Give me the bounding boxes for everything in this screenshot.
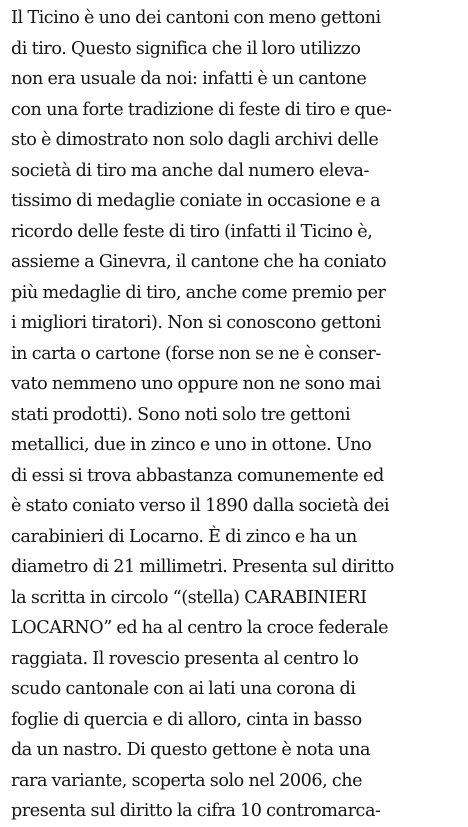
text-line: rara variante, scoperta solo nel 2006, che bbox=[11, 770, 363, 791]
text-line: vato nemmeno uno oppure non ne sono mai bbox=[11, 374, 381, 394]
text-line: non era usuale da noi: infatti è un cantone bbox=[11, 69, 367, 89]
text-line: raggiata. Il rovescio presenta al centro lo bbox=[11, 648, 359, 669]
text-line: di tiro. Questo significa che il loro utilizzo bbox=[11, 38, 361, 59]
text-line: Il Ticino è uno dei cantoni con meno gettoni bbox=[11, 8, 381, 28]
text-line: più medaglie di tiro, anche come premio per bbox=[11, 282, 386, 303]
text-line: in carta o cartone (forse non se ne è conser- bbox=[11, 343, 381, 364]
body-paragraph bbox=[11, 3, 461, 827]
text-line: scudo cantonale con ai lati una corona di bbox=[11, 679, 356, 699]
text-line: i migliori tiratori). Non si conoscono gettoni bbox=[11, 313, 381, 333]
text-line: foglie di quercia e di alloro, cinta in basso bbox=[11, 709, 362, 730]
text-line: assieme a Ginevra, il cantone che ha coniato bbox=[11, 252, 387, 272]
text-line: la scritta in circolo “(stella) CARABINIERI bbox=[11, 587, 367, 608]
text-line: presenta sul diritto la cifra 10 contromarca- bbox=[11, 801, 381, 821]
text-line: con una forte tradizione di feste di tiro e que- bbox=[11, 99, 392, 120]
text-line: carabinieri di Locarno. È di zinco e ha un bbox=[11, 526, 357, 547]
text-line: ricordo delle feste di tiro (infatti il Ticino è, bbox=[11, 221, 373, 242]
text-line: LOCARNO” ed ha al centro la croce federale bbox=[11, 618, 389, 638]
text-line: tissimo di medaglie coniate in occasione e a bbox=[11, 191, 381, 211]
text-line: da un nastro. Di questo gettone è nota una bbox=[11, 740, 371, 760]
text-line: diametro di 21 millimetri. Presenta sul diritto bbox=[11, 557, 394, 577]
text-line: stati prodotti). Sono noti solo tre gettoni bbox=[11, 404, 351, 425]
text-line: società di tiro ma anche dal numero eleva- bbox=[11, 160, 369, 181]
text-line: metallici, due in zinco e uno in ottone. Uno bbox=[11, 435, 372, 455]
text-line: è stato coniato verso il 1890 dalla società dei bbox=[11, 496, 390, 516]
text-line: sto è dimostrato non solo dagli archivi delle bbox=[11, 130, 379, 150]
text-line: di essi si trova abbastanza comunemente ed bbox=[11, 465, 384, 486]
